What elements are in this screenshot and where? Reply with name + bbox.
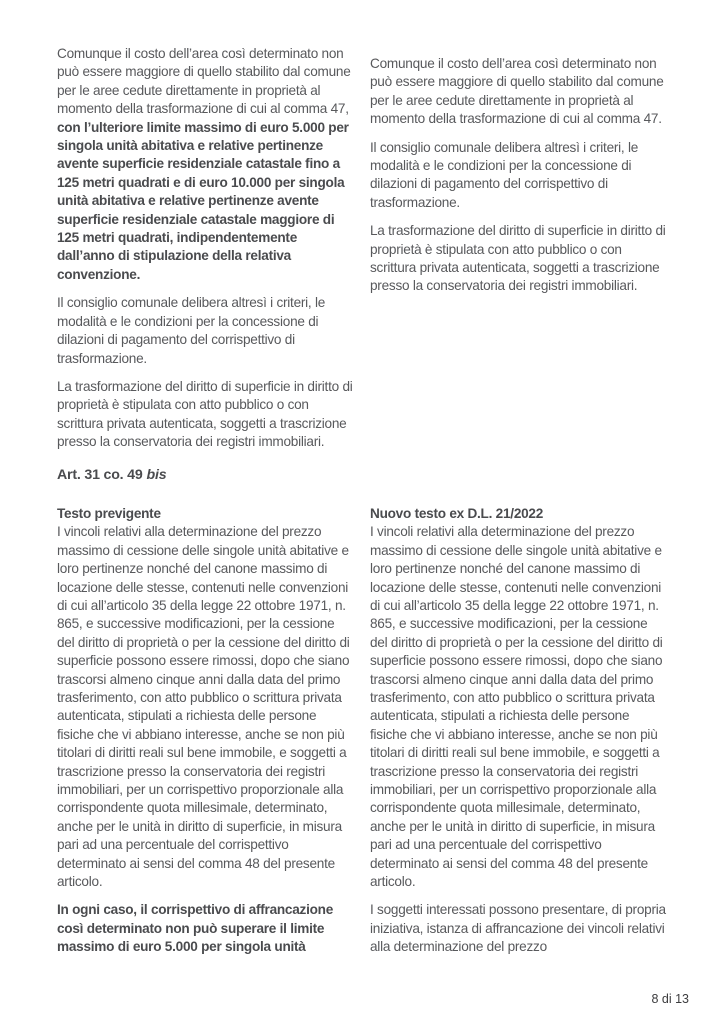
column-header-previgente: Testo previgente [57, 505, 161, 521]
paragraph: La trasformazione del diritto di superficie in diritto di proprietà è stipulata con atto pubblico o con scrittura privata autenticata, soggetti a trascrizione presso la conservatoria dei registri immobiliari. [57, 378, 353, 450]
paragraph: La trasformazione del diritto di superficie in diritto di proprietà è stipulata con atto pubblico o con scrittura privata autenticata, soggetti a trascrizione presso la conservatoria dei registri immobiliari. [370, 223, 666, 294]
paragraph [57, 45, 354, 284]
comparison-block-bottom [57, 505, 667, 957]
paragraph: Comunque il costo dell’area così determinato non può essere maggiore di quello stabilito dal comune per le aree cedute direttamente in proprietà al momento della trasformazione di cui al comma 47. [370, 56, 664, 127]
article-heading [57, 466, 667, 484]
top-right-column [370, 45, 667, 452]
comparison-block-top [57, 45, 667, 452]
top-left-column [57, 45, 354, 452]
paragraph-bold-run: con l’ulteriore limite massimo di euro 5.000 per singola unità abitativa e relative pertinenze avente superficie residenziale catastale fino a 125 metri quadrati e di euro 10.000 per singola unità abitativa e relative pertinenze avente superficie residenziale catastale maggiore di 125 metri quadrati, indipendentemente dall’anno di stipulazione della relativa convenzione. [57, 119, 349, 282]
paragraph: Il consiglio comunale delibera altresì i criteri, le modalità e le condizioni per la concessione di dilazioni di pagamento del corrispettivo di trasformazione. [370, 139, 639, 210]
page-content [57, 45, 667, 957]
paragraph-text-run: Comunque il costo dell’area così determinato non può essere maggiore di quello stabilito dal comune per le aree cedute direttamente in proprietà al momento della trasformazione di cui al comma 47, [57, 46, 351, 117]
paragraph: I soggetti interessati possono presentare, di propria iniziativa, istanza di affrancazione dei vincoli relativi alla determinazione del prezzo [370, 902, 666, 955]
paragraph: I vincoli relativi alla determinazione del prezzo massimo di cessione delle singole unità abitative e loro pertinenze nonché del canone massimo di locazione delle stesse, contenuti nelle convenzioni di cui all’articolo 35 della legge 22 ottobre 1971, n. 865, e successive modificazioni, per la cessione del diritto di proprietà o per la cessione del diritto di superficie possono essere rimossi, dopo che siano trascorsi almeno cinque anni dalla data del primo trasferimento, con atto pubblico o scrittura privata autenticata, stipulati a richiesta delle persone fisiche che vi abbiano interesse, anche se non più titolari di diritti reali sul bene immobile, e soggetti a trascrizione presso la conservatoria dei registri immobiliari, per un corrispettivo proporzionale alla corrispondente quota millesimale, determinato, anche per le unità in diritto di superficie, in misura pari ad una percentuale del corrispettivo determinato ai sensi del comma 48 del presente articolo. [370, 524, 663, 890]
page-number: 8 di 13 [651, 992, 689, 1006]
article-heading-italic-suffix: bis [146, 466, 167, 483]
column-header-nuovo-testo: Nuovo testo ex D.L. 21/2022 [370, 505, 544, 521]
paragraph: Il consiglio comunale delibera altresì i criteri, le modalità e le condizioni per la concessione di dilazioni di pagamento del corrispettivo di trasformazione. [57, 295, 326, 366]
bottom-left-column [57, 505, 354, 957]
paragraph-bold: In ogni caso, il corrispettivo di affrancazione così determinato non può superare il limite massimo di euro 5.000 per singola unità [57, 902, 334, 955]
paragraph: I vincoli relativi alla determinazione del prezzo massimo di cessione delle singole unità abitative e loro pertinenze nonché del canone massimo di locazione delle stesse, contenuti nelle convenzioni di cui all’articolo 35 della legge 22 ottobre 1971, n. 865, e successive modificazioni, per la cessione del diritto di proprietà o per la cessione del diritto di superficie possono essere rimossi, dopo che siano trascorsi almeno cinque anni dalla data del primo trasferimento, con atto pubblico o scrittura privata autenticata, stipulati a richiesta delle persone fisiche che vi abbiano interesse, anche se non più titolari di diritti reali sul bene immobile, e soggetti a trascrizione presso la conservatoria dei registri immobiliari, per un corrispettivo proporzionale alla corrispondente quota millesimale, determinato, anche per le unità in diritto di superficie, in misura pari ad una percentuale del corrispettivo determinato ai sensi del comma 48 del presente articolo. [57, 524, 350, 890]
article-heading-text: Art. 31 co. 49 [57, 466, 143, 483]
bottom-right-column [370, 505, 667, 957]
